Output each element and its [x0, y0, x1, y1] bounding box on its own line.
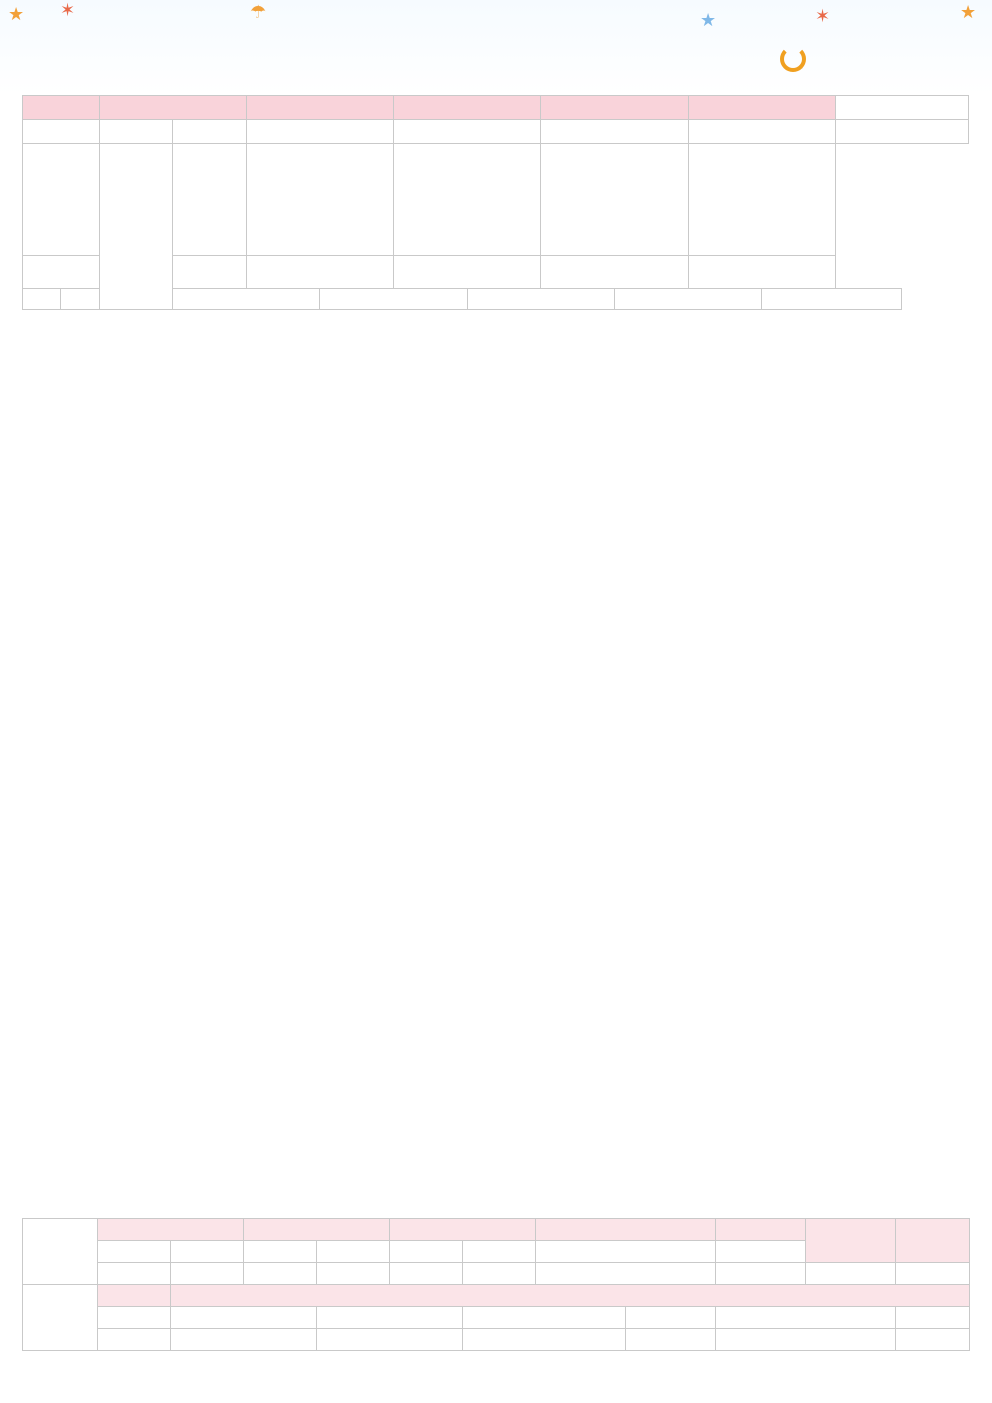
- starfish-icon: ★: [8, 4, 25, 25]
- origin-processed: [171, 1285, 970, 1307]
- origin-ham: [317, 1307, 463, 1329]
- origin-chicken: [896, 1219, 970, 1263]
- lunch-menu: [173, 144, 247, 256]
- origin-value[interactable]: [716, 1329, 896, 1351]
- header: [0, 0, 992, 95]
- lunch-menu: [246, 144, 393, 256]
- pm-snack: [688, 256, 835, 289]
- origin-value[interactable]: [896, 1263, 970, 1285]
- origin-value[interactable]: [244, 1263, 317, 1285]
- day-date: [688, 96, 835, 120]
- am-snack-label: [23, 120, 100, 144]
- day-date: [99, 96, 246, 120]
- origin-value[interactable]: [98, 1263, 171, 1285]
- protein-value: [394, 289, 468, 310]
- origin-value[interactable]: [463, 1263, 536, 1285]
- protein-label: [61, 289, 99, 310]
- am-snack: [688, 120, 835, 144]
- origin-title-2: [23, 1285, 98, 1351]
- origin-soft-tofu: [463, 1241, 536, 1263]
- seasonal-note-header: [99, 120, 173, 144]
- lunch-label: [23, 144, 100, 256]
- lunch-row: [23, 144, 969, 256]
- lunch-menu: [688, 144, 835, 256]
- origin-bean: [390, 1219, 536, 1241]
- origin-rice: [98, 1241, 171, 1263]
- pm-snack: [394, 256, 541, 289]
- lunch-menu: [394, 144, 541, 256]
- date-row: [23, 96, 969, 120]
- origin-squid: [98, 1307, 171, 1329]
- origin-fishcake: [896, 1307, 970, 1329]
- protein-value: [246, 289, 320, 310]
- crab-icon: ✶: [815, 6, 831, 27]
- kcal-label: [23, 289, 61, 310]
- origin-domestic: [536, 1241, 716, 1263]
- kcal-value: [320, 289, 394, 310]
- origin-bacon: [716, 1307, 896, 1329]
- day-date: [246, 96, 393, 120]
- origin-value[interactable]: [536, 1263, 716, 1285]
- pm-snack: [173, 256, 247, 289]
- origin-value[interactable]: [626, 1329, 716, 1351]
- origin-beef-domestic: [536, 1219, 716, 1241]
- origin-value[interactable]: [896, 1329, 970, 1351]
- parasol-icon: ☂: [250, 2, 267, 23]
- lunch-menu: [541, 144, 688, 256]
- origin-value[interactable]: [171, 1263, 244, 1285]
- kcal-value: [173, 289, 247, 310]
- protein-value: [835, 289, 902, 310]
- am-snack: [246, 120, 393, 144]
- origin-value[interactable]: [171, 1329, 317, 1351]
- date-label: [23, 96, 100, 120]
- origin-seafood: [98, 1285, 171, 1307]
- origin-value[interactable]: [317, 1329, 463, 1351]
- origin-pepper: [317, 1241, 390, 1263]
- kcal-value: [614, 289, 688, 310]
- origin-value[interactable]: [806, 1263, 896, 1285]
- origin-value[interactable]: [98, 1329, 171, 1351]
- origin-fishcutlet: [463, 1307, 626, 1329]
- protein-value: [688, 289, 762, 310]
- origin-kimchi: [244, 1219, 390, 1241]
- origin-beef-imported: [716, 1219, 806, 1241]
- pm-snack: [541, 256, 688, 289]
- origin-glutinous: [171, 1241, 244, 1263]
- origin-value[interactable]: [716, 1263, 806, 1285]
- seasonal-note: [99, 144, 173, 310]
- smile-logo-icon: [780, 46, 806, 72]
- am-snack: [541, 120, 688, 144]
- origin-tofu: [390, 1241, 463, 1263]
- am-snack-row: [23, 120, 969, 144]
- starfish-icon: ★: [960, 2, 977, 23]
- origin-table: [22, 1218, 970, 1351]
- am-snack: [173, 120, 247, 144]
- menu-table: [22, 95, 969, 310]
- origin-grains: [98, 1219, 244, 1241]
- starfish-icon: ★: [700, 10, 717, 31]
- day-date: [835, 96, 968, 120]
- am-snack: [835, 120, 968, 144]
- origin-value[interactable]: [317, 1263, 390, 1285]
- am-snack: [394, 120, 541, 144]
- origin-title: [23, 1219, 98, 1285]
- kcal-value: [467, 289, 541, 310]
- origin-tuna: [626, 1307, 716, 1329]
- pm-snack: [246, 256, 393, 289]
- origin-imported: [716, 1241, 806, 1263]
- kcal-value: [762, 289, 836, 310]
- origin-cabbage: [244, 1241, 317, 1263]
- origin-crab: [171, 1307, 317, 1329]
- day-date: [394, 96, 541, 120]
- crab-icon: ✶: [60, 0, 76, 21]
- day-date: [541, 96, 688, 120]
- origin-value[interactable]: [390, 1263, 463, 1285]
- pm-snack-label: [23, 256, 100, 289]
- origin-value[interactable]: [463, 1329, 626, 1351]
- protein-value: [541, 289, 615, 310]
- origin-pork: [806, 1219, 896, 1263]
